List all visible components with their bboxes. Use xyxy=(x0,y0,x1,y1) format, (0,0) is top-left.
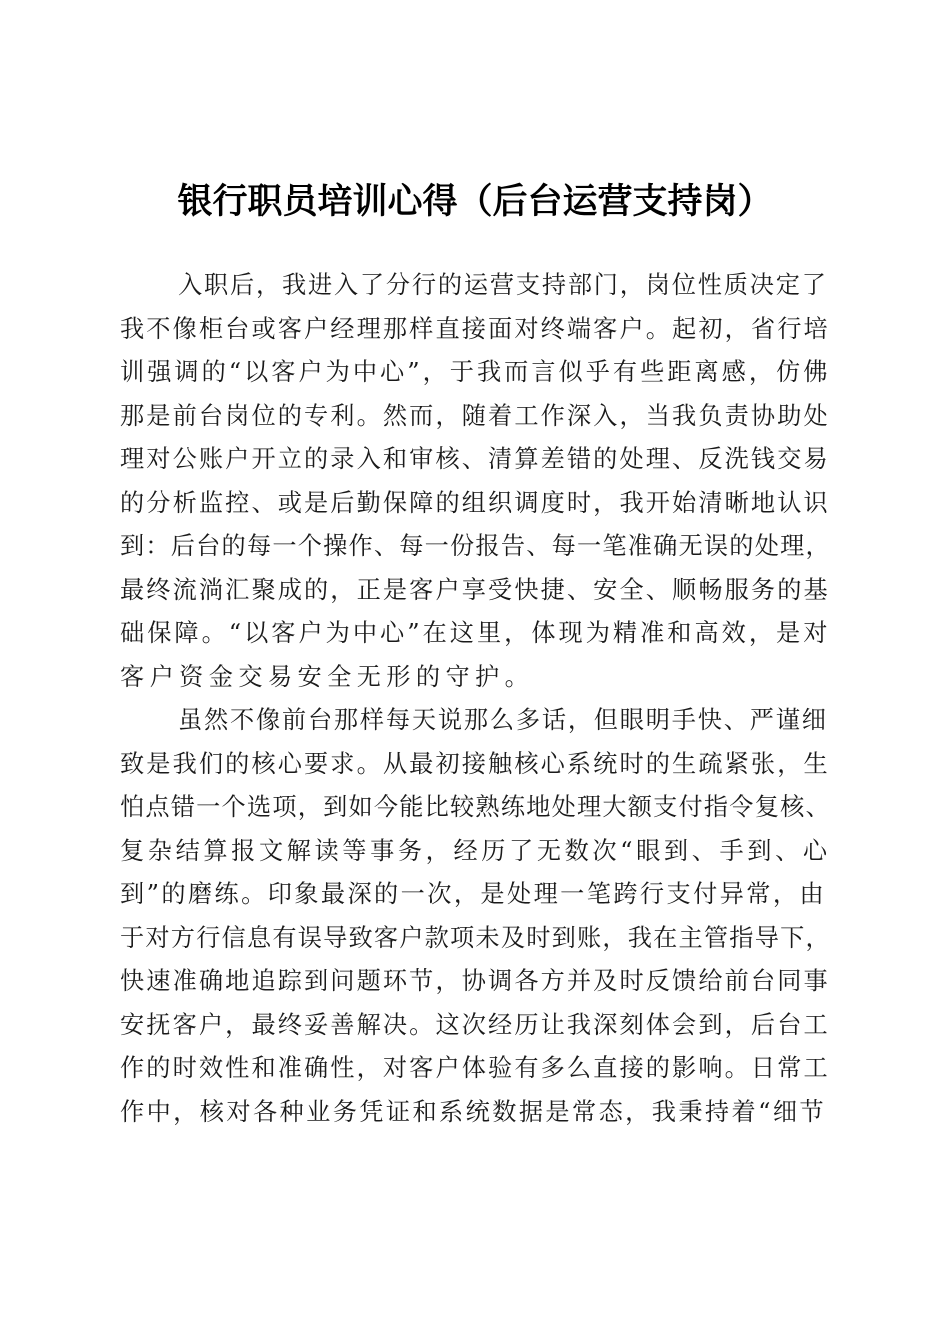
text-line: 怕点错一个选项，到如今能比较熟练地处理大额支付指令复核、 xyxy=(120,793,831,821)
text-line: 训强调的“以客户为中心”，于我而言似乎有些距离感，仿佛 xyxy=(120,358,831,386)
text-line: 于对方行信息有误导致客户款项未及时到账，我在主管指导下， xyxy=(120,923,831,952)
text-line: 虽然不像前台那样每天说那么多话，但眼明手快、严谨细 xyxy=(178,706,828,734)
text-line: 客户资金交易安全无形的守护。 xyxy=(120,662,535,691)
text-line: 到”的磨练。印象最深的一次，是处理一笔跨行支付异常，由 xyxy=(120,880,827,908)
paragraph-2 xyxy=(120,699,832,1134)
text-line: 理对公账户开立的录入和审核、清算差错的处理、反洗钱交易 xyxy=(120,445,830,473)
text-line: 的分析监控、或是后勤保障的组织调度时，我开始清晰地认识 xyxy=(120,488,830,517)
paragraph-1 xyxy=(120,264,832,699)
text-line: 复杂结算报文解读等事务，经历了无数次“眼到、手到、心 xyxy=(120,836,831,865)
text-line: 作中，核对各种业务凭证和系统数据是常态，我秉持着“细节 xyxy=(120,1097,827,1126)
text-line: 安抚客户，最终妥善解决。这次经历让我深刻体会到，后台工 xyxy=(120,1010,830,1039)
text-line: 快速准确地追踪到问题环节，协调各方并及时反馈给前台同事 xyxy=(120,967,830,995)
document-title: 银行职员培训心得（后台运营支持岗） xyxy=(177,181,773,222)
document-body xyxy=(120,264,832,1134)
text-line: 础保障。“以客户为中心”在这里，体现为精准和高效，是对 xyxy=(120,619,831,647)
text-line: 入职后，我进入了分行的运营支持部门，岗位性质决定了 xyxy=(178,271,828,299)
text-line: 最终流淌汇聚成的，正是客户享受快捷、安全、顺畅服务的基 xyxy=(120,575,830,604)
text-line: 到：后台的每一个操作、每一份报告、每一笔准确无误的处理， xyxy=(120,532,831,560)
text-line: 我不像柜台或客户经理那样直接面对终端客户。起初，省行培 xyxy=(120,314,830,343)
text-line: 作的时效性和准确性，对客户体验有多么直接的影响。日常工 xyxy=(120,1054,830,1082)
text-line: 那是前台岗位的专利。然而，随着工作深入，当我负责协助处 xyxy=(120,401,830,430)
text-line: 致是我们的核心要求。从最初接触核心系统时的生疏紧张，生 xyxy=(120,749,830,778)
